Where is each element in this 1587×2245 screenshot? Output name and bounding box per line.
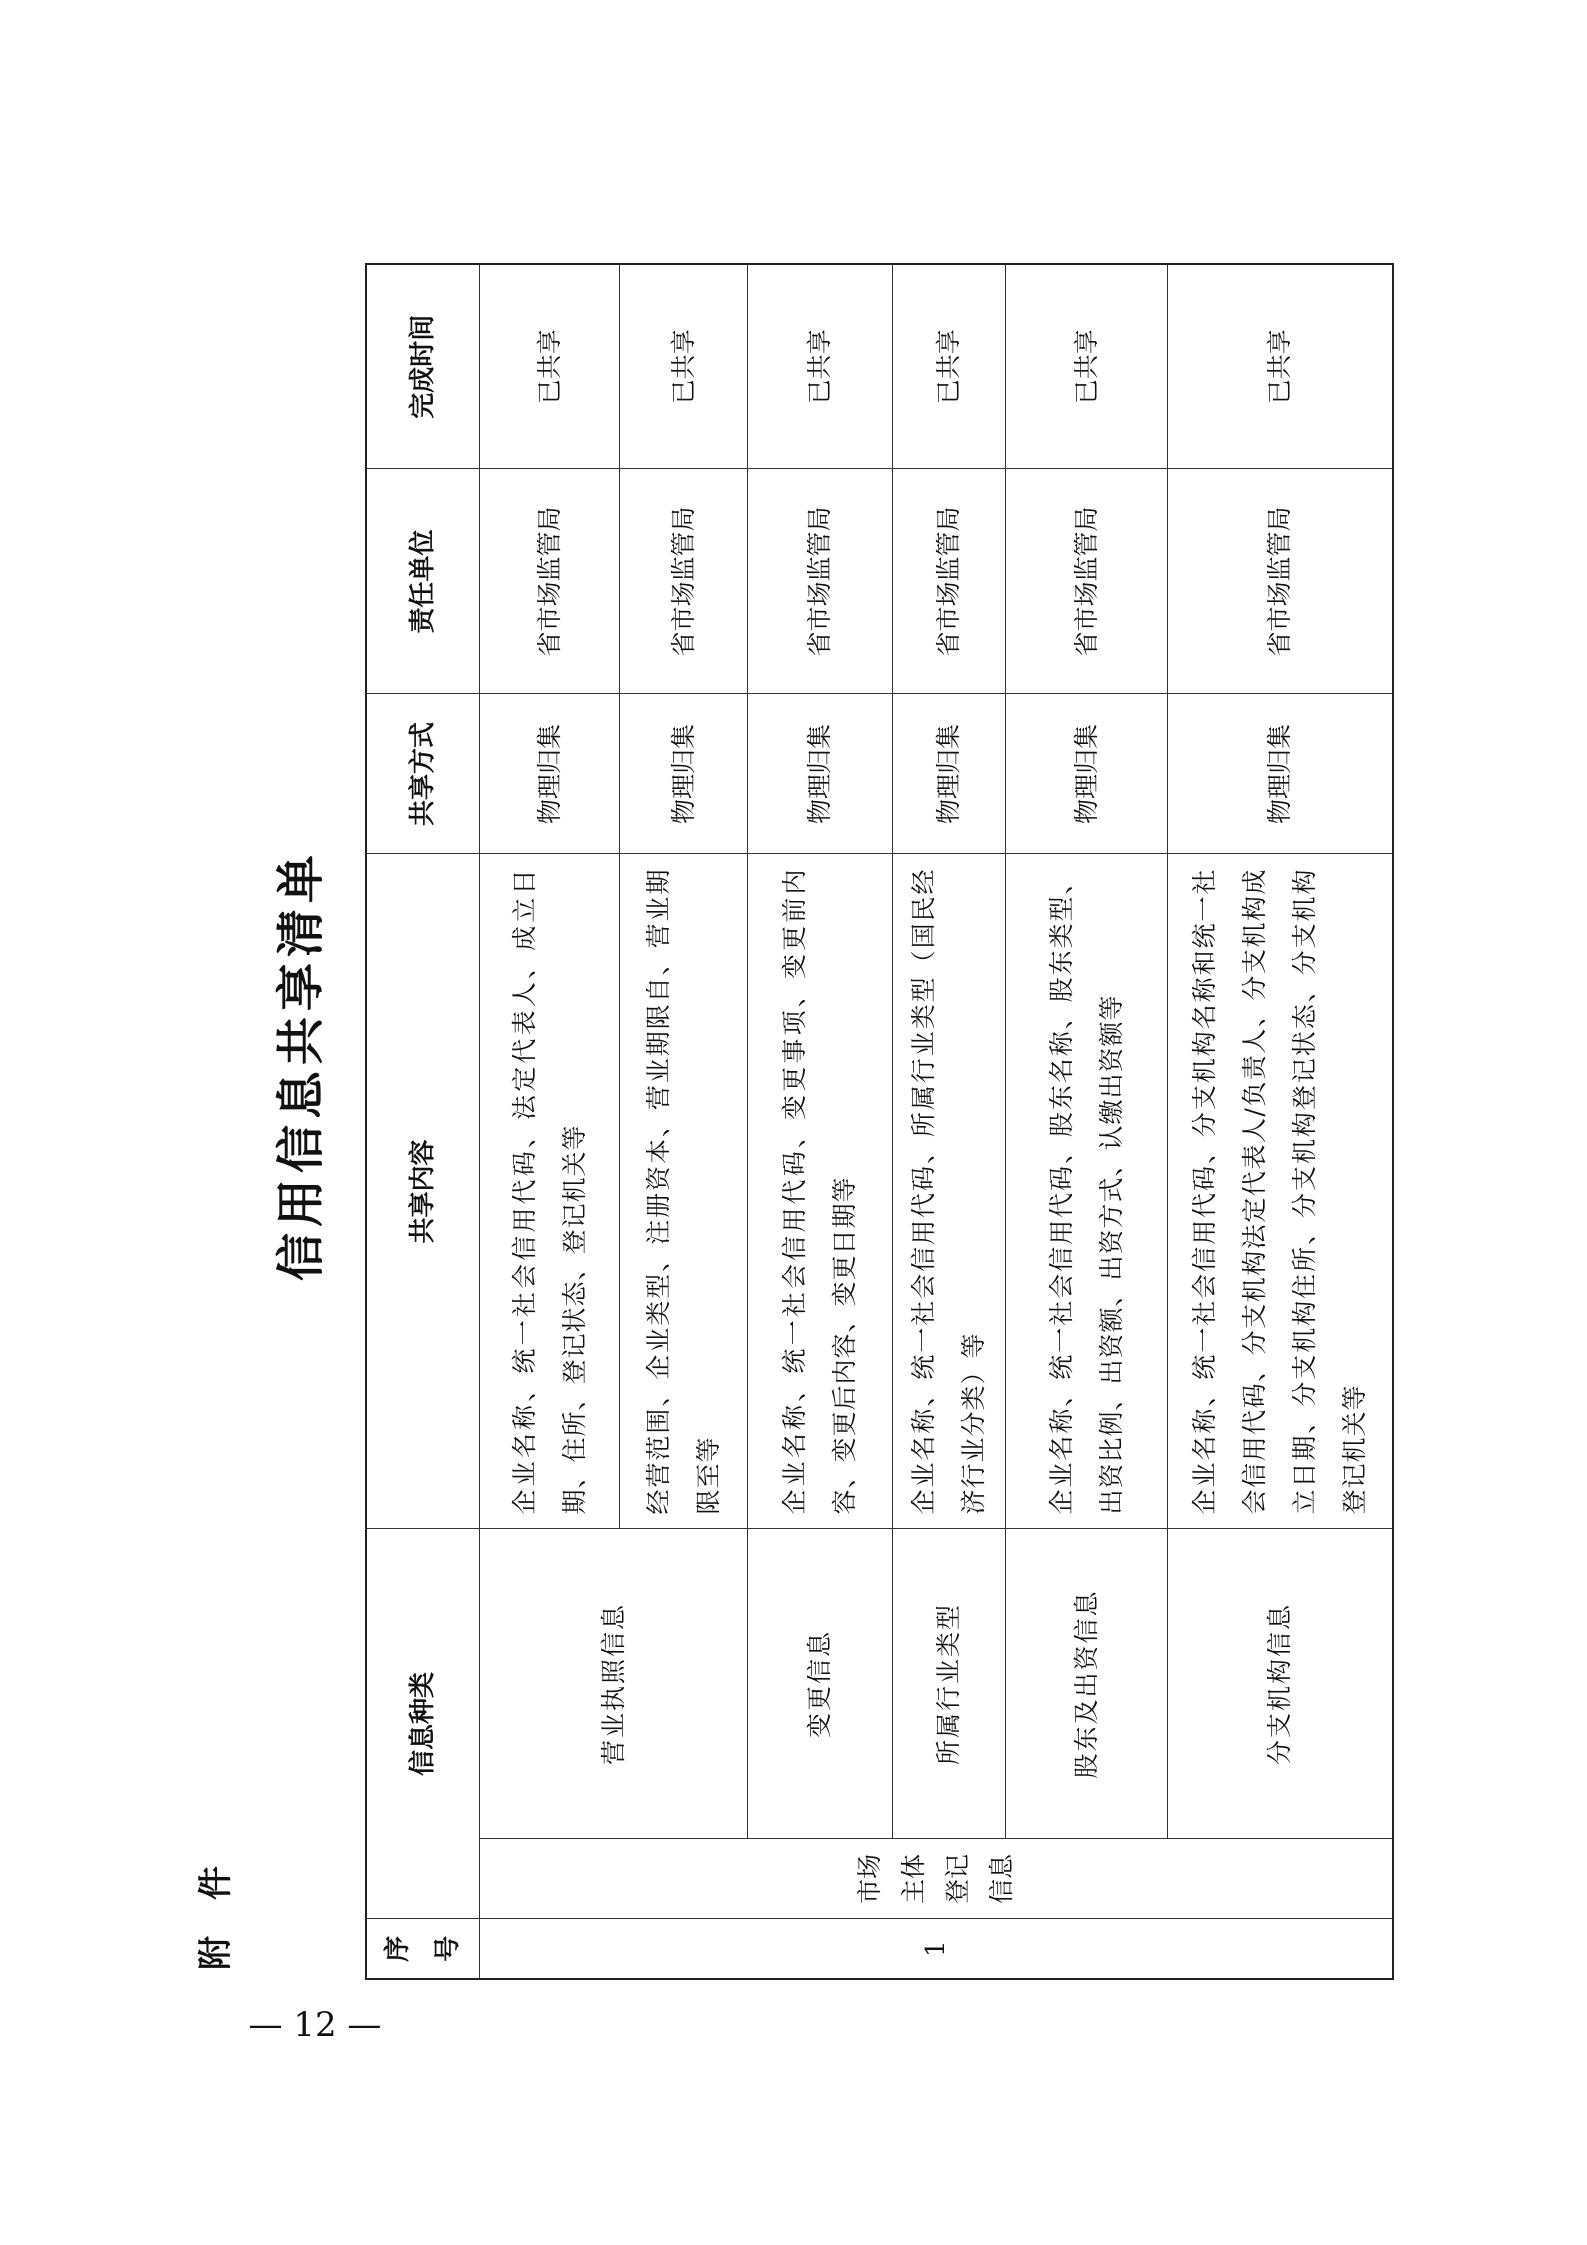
content-cell: 企业名称、统一社会信用代码、法定代表人、成立日期、住所、登记状态、登记机关等 xyxy=(480,854,620,1529)
method-cell: 物理归集 xyxy=(893,694,1006,854)
method-cell: 物理归集 xyxy=(1006,694,1168,854)
content-cell: 企业名称、统一社会信用代码、股东名称、股东类型、出资比例、出资额、出资方式、认缴出资额等 xyxy=(1006,854,1168,1529)
table-header-row xyxy=(366,264,480,1979)
group-name-line: 主体 xyxy=(898,1854,928,1905)
content-cell: 企业名称、统一社会信用代码、所属行业类型（国民经济行业分类）等 xyxy=(893,854,1006,1529)
header-method: 共享方式 xyxy=(366,694,480,854)
seq-cell: 1 xyxy=(480,1919,1393,1979)
header-category: 信息种类 xyxy=(366,1529,480,1919)
category-cell: 股东及出资信息 xyxy=(1006,1529,1168,1839)
content-cell: 经营范围、企业类型、注册资本、营业期限自、营业期限至等 xyxy=(620,854,748,1529)
unit-cell: 省市场监管局 xyxy=(1006,469,1168,694)
content-cell: 企业名称、统一社会信用代码、变更事项、变更前内容、变更后内容、变更日期等 xyxy=(748,854,893,1529)
table-row xyxy=(1168,264,1393,1979)
table-row xyxy=(893,264,1006,1979)
unit-cell: 省市场监管局 xyxy=(748,469,893,694)
content-cell: 企业名称、统一社会信用代码、分支机构名称和统一社会信用代码、分支机构法定代表人/负责人、分支机构成立日期、分支机构住所、分支机构登记状态、分支机构登记机关等 xyxy=(1168,854,1393,1529)
group-name-line: 信息 xyxy=(986,1854,1016,1905)
method-cell: 物理归集 xyxy=(480,694,620,854)
time-cell: 已共享 xyxy=(1006,264,1168,469)
table-row xyxy=(748,264,893,1979)
unit-cell: 省市场监管局 xyxy=(620,469,748,694)
time-cell: 已共享 xyxy=(480,264,620,469)
page-number: — 12 — xyxy=(248,2005,382,2045)
method-cell: 物理归集 xyxy=(748,694,893,854)
header-content: 共享内容 xyxy=(366,854,480,1529)
method-cell: 物理归集 xyxy=(620,694,748,854)
category-cell: 营业执照信息 xyxy=(480,1529,748,1839)
time-cell: 已共享 xyxy=(893,264,1006,469)
table-row xyxy=(480,264,620,1979)
time-cell: 已共享 xyxy=(1168,264,1393,469)
unit-cell: 省市场监管局 xyxy=(893,469,1006,694)
method-cell: 物理归集 xyxy=(1168,694,1393,854)
attachment-label: 附件 xyxy=(196,1830,236,1970)
header-seq: 序号 xyxy=(366,1919,480,1979)
category-cell: 所属行业类型 xyxy=(893,1529,1006,1839)
unit-cell: 省市场监管局 xyxy=(1168,469,1393,694)
group-name-line: 登记 xyxy=(942,1854,972,1905)
unit-cell: 省市场监管局 xyxy=(480,469,620,694)
category-cell: 变更信息 xyxy=(748,1529,893,1839)
page-title: 信用信息共享清单 xyxy=(273,849,329,1282)
time-cell: 已共享 xyxy=(620,264,748,469)
credit-info-share-table xyxy=(365,263,1394,1980)
category-cell: 分支机构信息 xyxy=(1168,1529,1393,1839)
header-unit: 责任单位 xyxy=(366,469,480,694)
table-row xyxy=(1006,264,1168,1979)
header-time: 完成时间 xyxy=(366,264,480,469)
group-name-cell xyxy=(480,1839,1393,1919)
time-cell: 已共享 xyxy=(748,264,893,469)
group-name-line: 市场 xyxy=(854,1854,884,1905)
